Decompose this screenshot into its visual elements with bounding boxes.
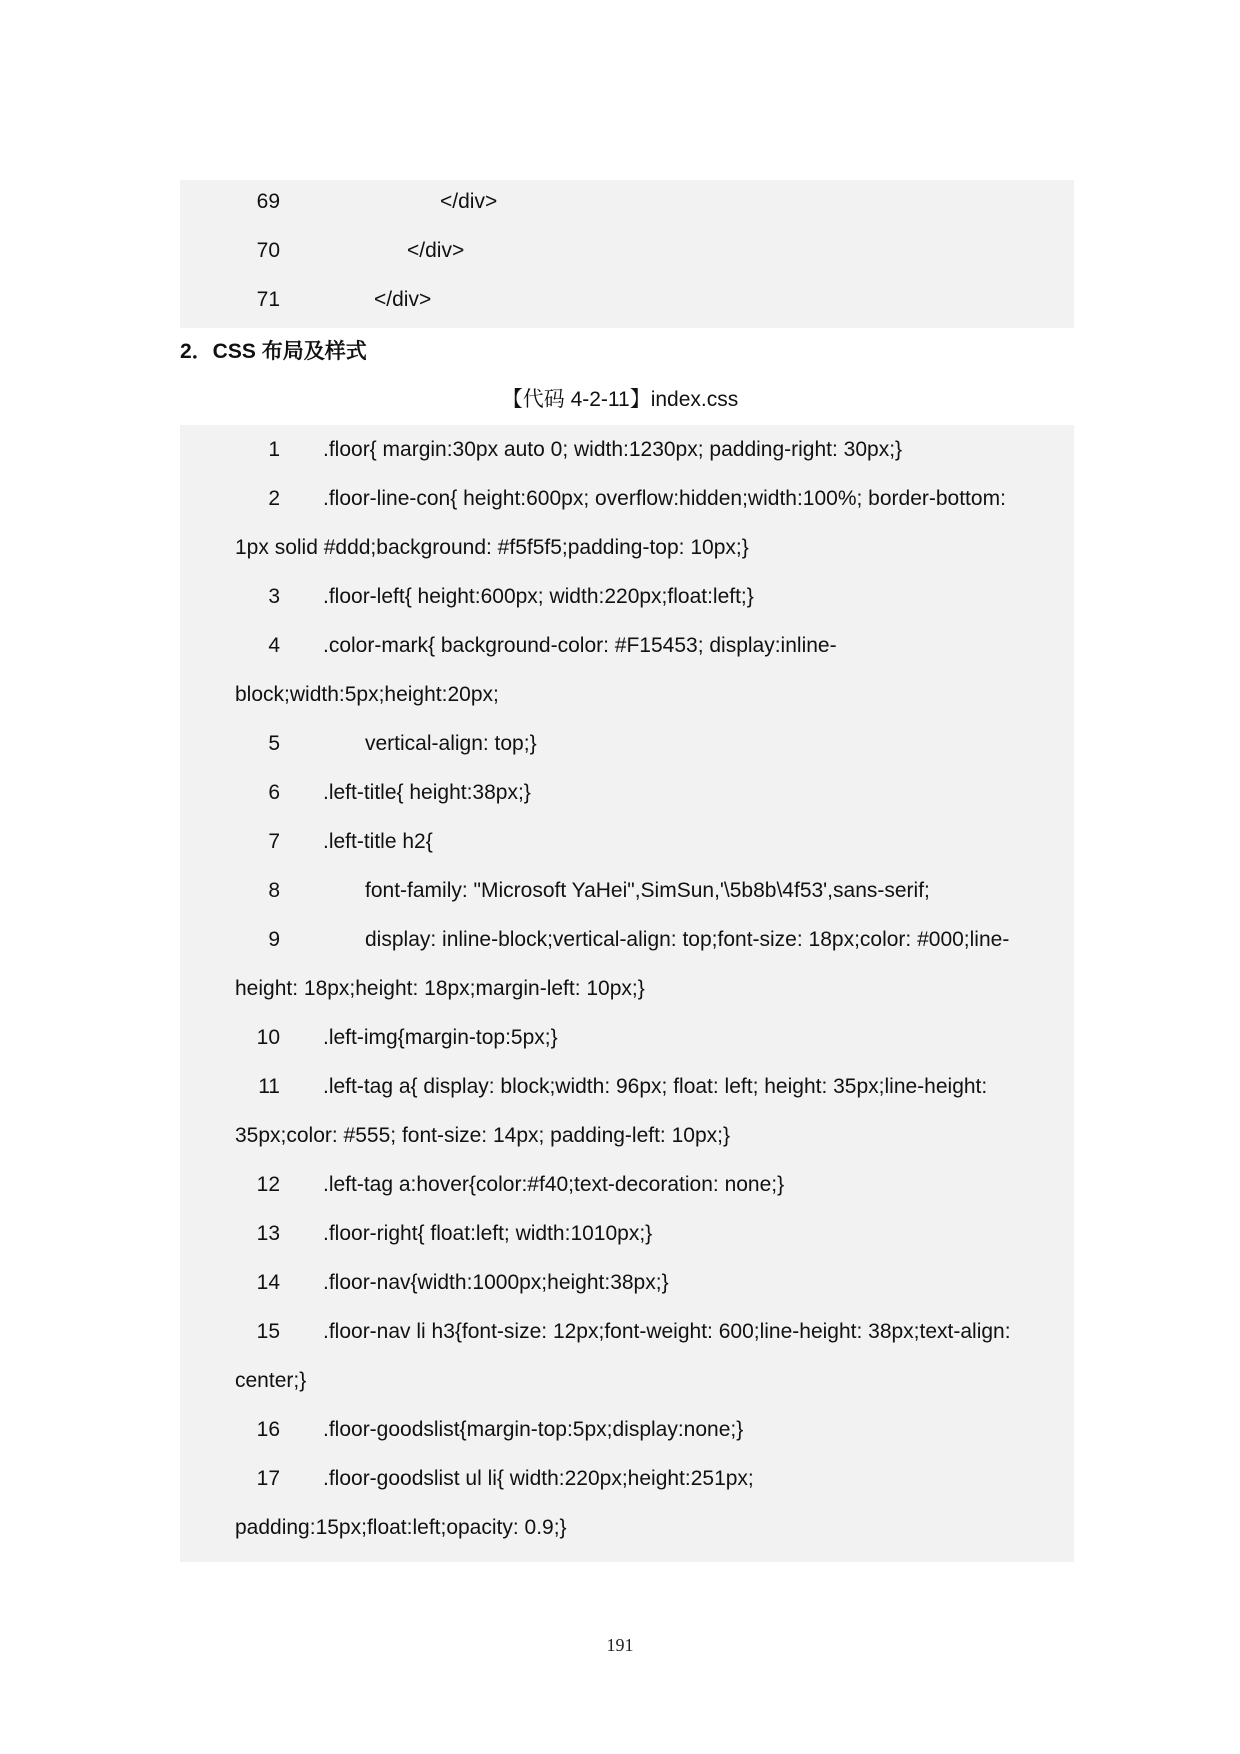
line-number: 14	[256, 1271, 280, 1294]
code-line-wrap: height: 18px;height: 18px;margin-left: 10px;}	[235, 977, 645, 1000]
code-line: font-family: "Microsoft YaHei",SimSun,'\5b8b\4f53',sans-serif;	[365, 879, 930, 902]
code-line: .floor-nav{width:1000px;height:38px;}	[323, 1271, 669, 1294]
line-number: 11	[258, 1075, 280, 1098]
code-line: .color-mark{ background-color: #F15453; display:inline-	[323, 634, 837, 657]
line-number: 10	[256, 1026, 280, 1049]
code-line: vertical-align: top;}	[365, 732, 537, 755]
code-line: .floor-goodslist ul li{ width:220px;height:251px;	[323, 1467, 754, 1490]
line-number: 3	[268, 585, 280, 608]
code-caption: 【代码 4-2-11】index.css	[501, 388, 739, 411]
code-block-top	[180, 180, 1074, 328]
line-number: 7	[268, 830, 280, 853]
code-line: display: inline-block;vertical-align: top;font-size: 18px;color: #000;line-	[365, 928, 1010, 951]
line-number: 2	[268, 487, 280, 510]
code-line-wrap: 35px;color: #555; font-size: 14px; padding-left: 10px;}	[235, 1124, 730, 1147]
line-number: 12	[256, 1173, 280, 1196]
page-number: 191	[606, 1635, 634, 1655]
code-line: .floor-right{ float:left; width:1010px;}	[323, 1222, 653, 1245]
code-line: </div>	[374, 288, 432, 311]
line-number: 1	[268, 438, 280, 461]
code-line-wrap: block;width:5px;height:20px;	[235, 683, 499, 706]
section-heading: 2．CSS 布局及样式	[180, 340, 367, 363]
line-number: 71	[256, 288, 280, 311]
line-number: 6	[268, 781, 280, 804]
code-line: .left-tag a:hover{color:#f40;text-decoration: none;}	[323, 1173, 785, 1196]
code-line: .left-title{ height:38px;}	[323, 781, 531, 804]
code-line: .floor-goodslist{margin-top:5px;display:none;}	[323, 1418, 744, 1441]
line-number: 69	[256, 190, 280, 213]
code-line: .left-img{margin-top:5px;}	[323, 1026, 558, 1049]
code-line: .left-title h2{	[323, 830, 433, 853]
code-line: .floor-nav li h3{font-size: 12px;font-weight: 600;line-height: 38px;text-align:	[323, 1320, 1011, 1343]
line-number: 8	[268, 879, 280, 902]
code-line: </div>	[407, 239, 465, 262]
line-number: 5	[268, 732, 280, 755]
line-number: 17	[256, 1467, 280, 1490]
code-line: </div>	[440, 190, 498, 213]
code-block-main	[180, 425, 1074, 1562]
line-number: 13	[256, 1222, 280, 1245]
line-number: 16	[256, 1418, 280, 1441]
line-number: 9	[268, 928, 280, 951]
code-line: .floor-line-con{ height:600px; overflow:hidden;width:100%; border-bottom:	[323, 487, 1006, 510]
line-number: 4	[268, 634, 280, 657]
code-line-wrap: 1px solid #ddd;background: #f5f5f5;padding-top: 10px;}	[235, 536, 749, 559]
line-number: 15	[256, 1320, 280, 1343]
code-line: .floor{ margin:30px auto 0; width:1230px; padding-right: 30px;}	[323, 438, 903, 461]
line-number: 70	[256, 239, 280, 262]
code-line: .floor-left{ height:600px; width:220px;float:left;}	[323, 585, 754, 608]
code-line-wrap: center;}	[235, 1369, 307, 1392]
code-line: .left-tag a{ display: block;width: 96px; float: left; height: 35px;line-height:	[323, 1075, 988, 1098]
code-line-wrap: padding:15px;float:left;opacity: 0.9;}	[235, 1516, 567, 1539]
